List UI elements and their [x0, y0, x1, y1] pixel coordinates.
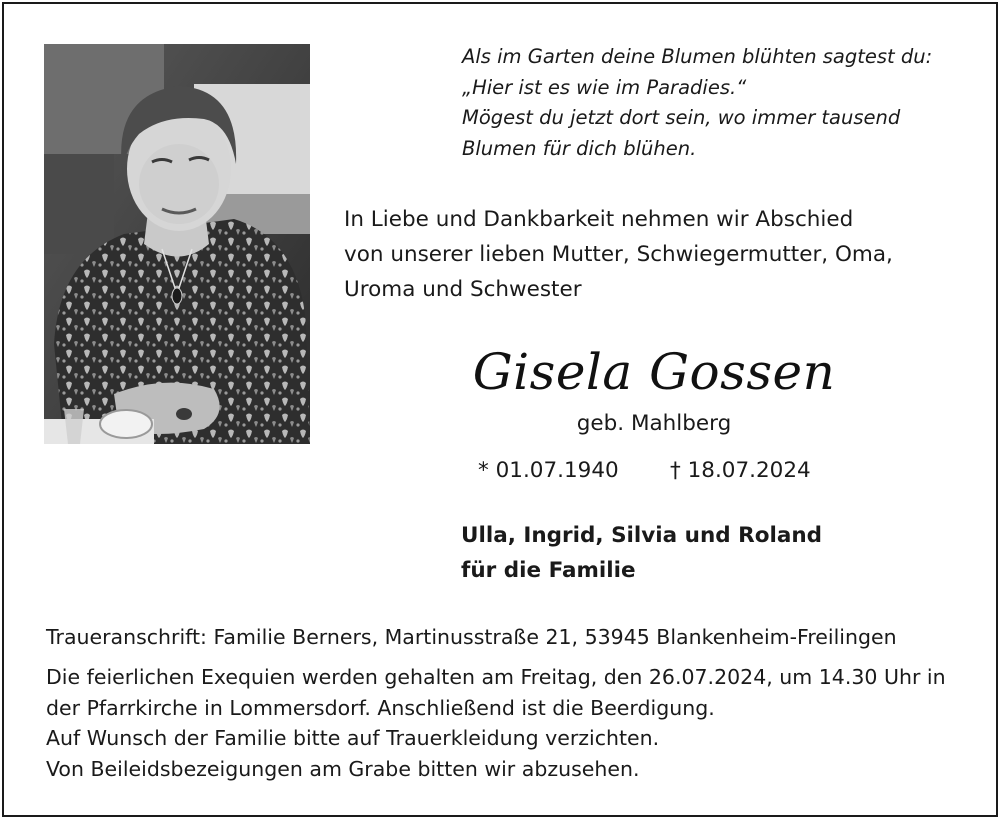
obituary-notice: [2, 2, 998, 817]
farewell-line: von unserer lieben Mutter, Schwiegermutter, Oma,: [344, 242, 893, 267]
signers: [461, 518, 981, 588]
birth-date: * 01.07.1940: [478, 458, 619, 483]
portrait-photo: [44, 44, 310, 444]
poem-line: Als im Garten deine Blumen blühten sagtest du:: [462, 45, 933, 68]
mourning-address: Traueranschrift: Familie Berners, Martinusstraße 21, 53945 Blankenheim-Freilingen: [46, 625, 897, 649]
poem-line: Blumen für dich blühen.: [462, 136, 697, 160]
farewell-line: In Liebe und Dankbarkeit nehmen wir Abschied: [344, 207, 854, 232]
service-line: Die feierlichen Exequien werden gehalten am Freitag, den 26.07.2024, um 14.30 Uhr in: [46, 665, 946, 689]
signer-line: für die Familie: [461, 558, 636, 583]
maiden-name: geb. Mahlberg: [576, 411, 732, 436]
portrait-photo-icon: [44, 44, 310, 444]
service-line: der Pfarrkirche in Lommersdorf. Anschließend ist die Beerdigung.: [46, 695, 715, 720]
farewell-line: Uroma und Schwester: [344, 277, 582, 302]
death-date: † 18.07.2024: [670, 458, 811, 483]
service-info: [46, 662, 986, 784]
deceased-name: Gisela Gossen: [472, 343, 836, 401]
poem: [462, 42, 982, 164]
farewell-text: [344, 202, 984, 307]
signer-line: Ulla, Ingrid, Silvia und Roland: [461, 523, 823, 548]
poem-line: Mögest du jetzt dort sein, wo immer tausend: [462, 106, 901, 129]
service-line: Von Beileidsbezeigungen am Grabe bitten wir abzusehen.: [46, 756, 640, 781]
service-line: Auf Wunsch der Familie bitte auf Trauerkleidung verzichten.: [46, 726, 660, 750]
poem-line: „Hier ist es wie im Paradies.“: [462, 75, 747, 99]
